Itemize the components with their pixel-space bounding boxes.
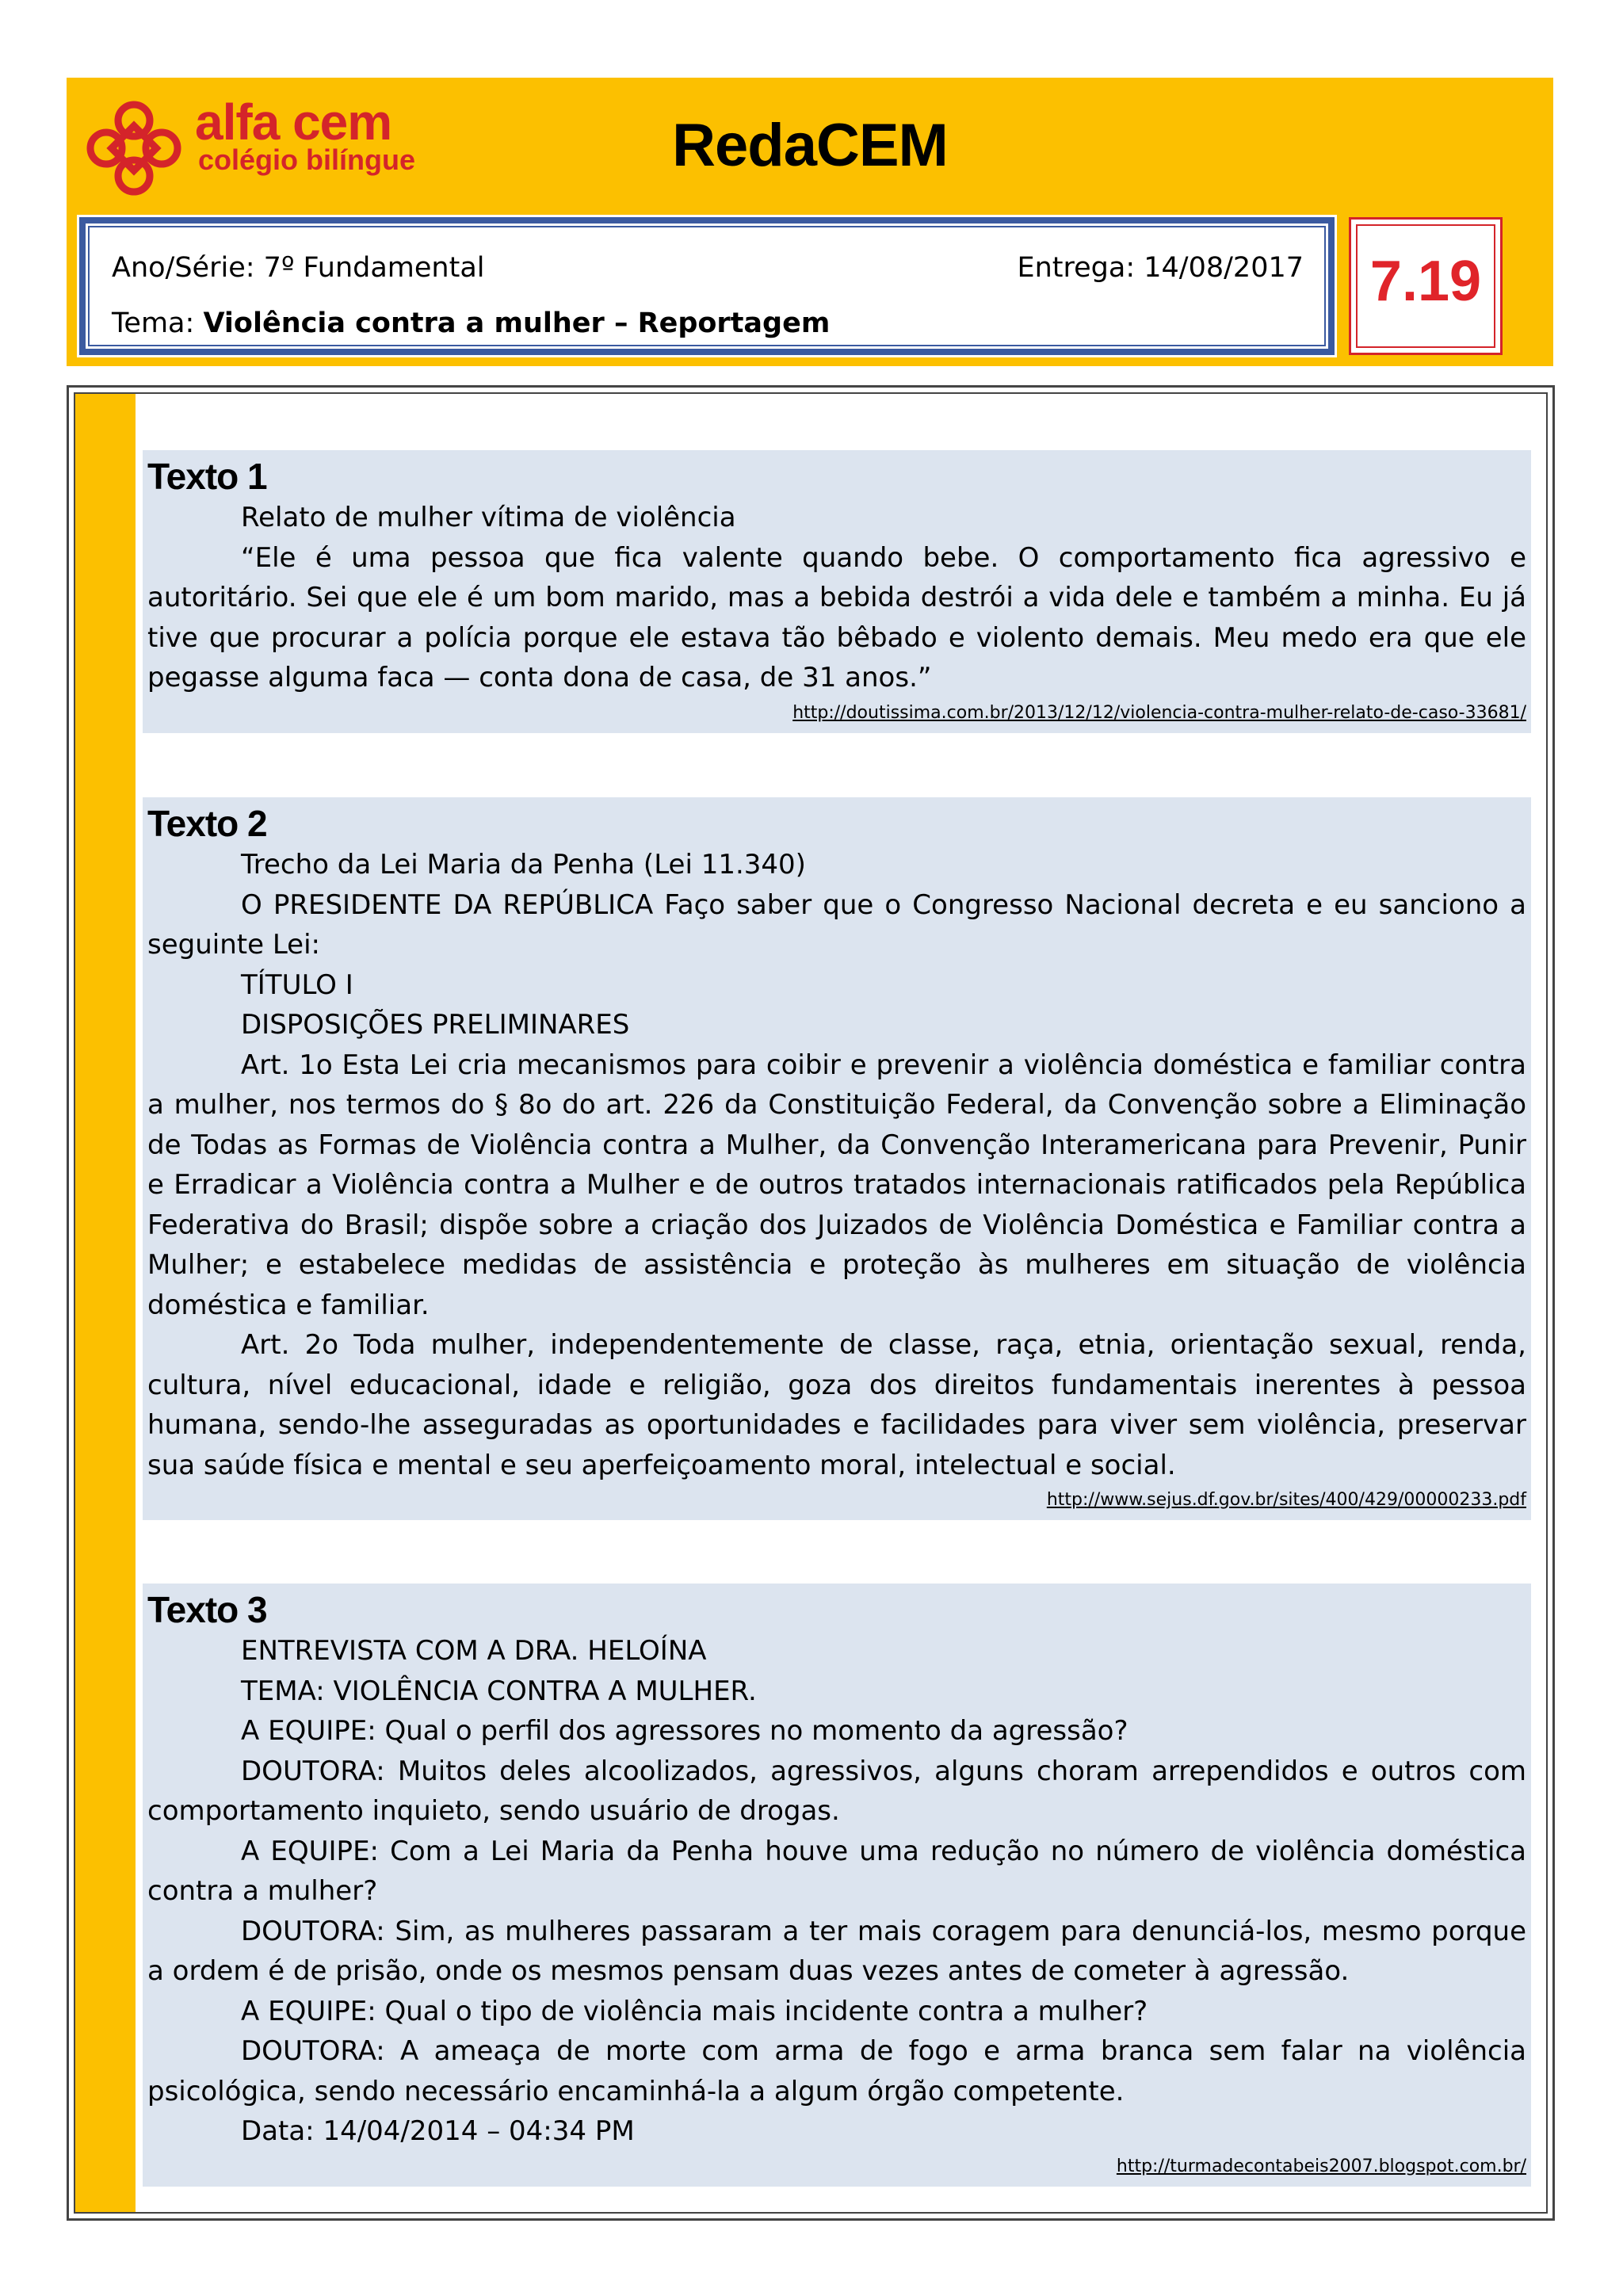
tema-line [112,310,830,338]
info-box [79,217,1335,355]
serie-label: Ano/Série: [112,252,255,284]
tema-label: Tema: [112,308,195,339]
tema-value: Violência contra a mulher – Reportagem [203,308,831,339]
paragraph: Data: 14/04/2014 – 04:34 PM [241,2115,635,2147]
paragraph: O PRESIDENTE DA REPÚBLICA Faço saber que o Congresso Nacional decreta e eu sanciono a seguinte Lei: [147,888,1526,961]
header-banner [67,78,1553,366]
source-link[interactable]: http://turmadecontabeis2007.blogspot.com.br/ [1116,2156,1526,2176]
exercise-number: 7.19 [1369,250,1482,313]
entrega-line [1017,254,1304,282]
paragraph: Relato de mulher vítima de violência [241,502,736,533]
entrega-value: 14/08/2017 [1144,252,1304,284]
entrega-label: Entrega: [1017,252,1136,284]
logo-tagline: colégio bilíngue [198,143,416,176]
serie-value: 7º Fundamental [263,252,485,284]
paragraph: DISPOSIÇÕES PRELIMINARES [241,1009,630,1041]
paragraph: A EQUIPE: Com a Lei Maria da Penha houve uma redução no número de violência doméstica contra a mulher? [147,1835,1526,1907]
paragraph: Art. 1o Esta Lei cria mecanismos para coibir e prevenir a violência doméstica e familiar contra a mulher, nos termos do § 8o do art. 226 da Constituição Federal, da Convenção sobre a Eliminação de Todas as Formas de Violência contra a Mulher, da Convenção Interamericana para Prevenir, Punir e Erradicar a Violência contra a Mulher e de outros tratados internacionais ratificados pela República Federativa do Brasil; dispõe sobre a criação dos Juizados de Violência Doméstica e Familiar contra a Mulher; e estabelece medidas de assistência e proteção às mulheres em situação de violência doméstica e familiar. [147,1049,1526,1321]
paragraph: A EQUIPE: Qual o tipo de violência mais incidente contra a mulher? [241,1995,1148,2027]
texto-2-section [143,797,1531,1520]
paragraph: TÍTULO I [241,968,353,1001]
paragraph: DOUTORA: Muitos deles alcoolizados, agressivos, alguns choram arrependidos e outros com comportamento inquieto, sendo usuário de drogas. [147,1755,1526,1827]
exercise-number-box [1349,217,1503,355]
paragraph: TEMA: VIOLÊNCIA CONTRA A MULHER. [241,1675,757,1707]
serie-line [112,254,485,282]
paragraph: Art. 2o Toda mulher, independentemente de classe, raça, etnia, orientação sexual, renda, cultura, nível educacional, idade e religião, goza dos direitos fundamentais inerentes à pessoa humana, sendo-lhe asseguradas as oportunidades e facilidades para viver sem violência, preservar sua saúde física e mental e seu aperfeiçoamento moral, intelectual e social. [147,1329,1526,1481]
texto-1-section [143,450,1531,733]
section-heading: Texto 2 [147,803,267,844]
side-accent-bar [75,394,136,2212]
section-heading: Texto 1 [147,456,267,497]
page-title: RedaCEM [672,112,948,179]
source-link[interactable]: http://doutissima.com.br/2013/12/12/violencia-contra-mulher-relato-de-caso-33681/ [792,702,1526,723]
paragraph: DOUTORA: Sim, as mulheres passaram a ter mais coragem para denunciá-los, mesmo porque a ordem é de prisão, onde os mesmos pensam duas vezes antes de cometer à agressão. [147,1915,1526,1987]
paragraph: Trecho da Lei Maria da Penha (Lei 11.340) [241,849,806,881]
logo-name: alfa cem [195,94,392,151]
paragraph: A EQUIPE: Qual o perfil dos agressores no momento da agressão? [241,1715,1128,1747]
paragraph: DOUTORA: A ameaça de morte com arma de fogo e arma branca sem falar na violência psicológica, sendo necessário encaminhá-la a algum órgão competente. [147,2035,1526,2107]
source-link[interactable]: http://www.sejus.df.gov.br/sites/400/429/00000233.pdf [1046,1490,1526,1510]
section-heading: Texto 3 [147,1589,267,1630]
paragraph: ENTREVISTA COM A DRA. HELOÍNA [241,1635,707,1667]
paragraph: “Ele é uma pessoa que fica valente quando bebe. O comportamento fica agressivo e autoritário. Sei que ele é um bom marido, mas a bebida destrói a vida dele e também a minha. Eu já tive que procurar a polícia porque ele estava tão bêbado e violento demais. Meu medo era que ele pegasse alguma faca — conta dona de casa, de 31 anos.” [147,541,1526,693]
texto-3-section [143,1584,1531,2187]
